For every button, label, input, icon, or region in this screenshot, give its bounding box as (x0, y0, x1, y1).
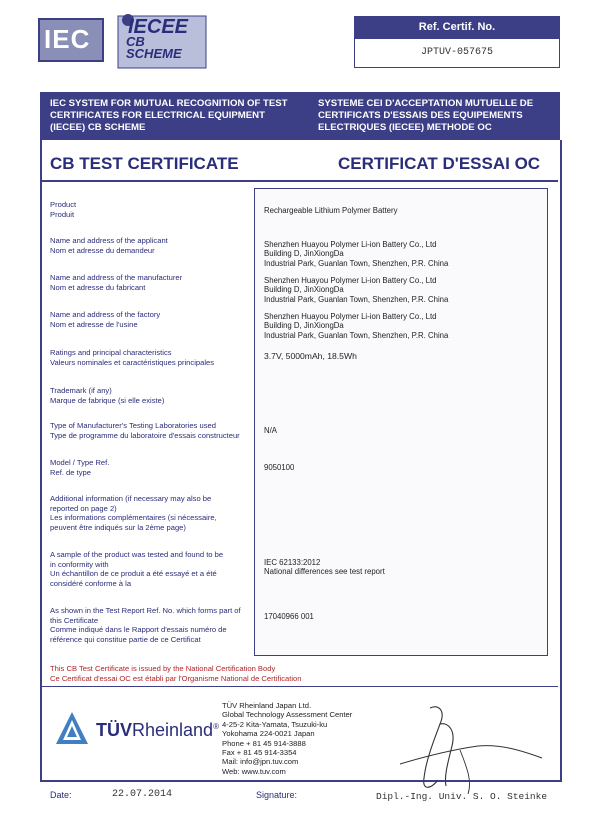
date-value: 22.07.2014 (112, 789, 173, 800)
product-label: Product Produit (50, 200, 77, 219)
iecee-cb-scheme-logo (114, 14, 210, 70)
banner-text-fr: SYSTEME CEI D'ACCEPTATION MUTUELLE DE CERTIFICATS D'ESSAIS DES EQUIPEMENTS ELECTRIQUES (IECEE) METHODE OC (318, 98, 534, 133)
system-banner (40, 92, 560, 140)
applicant-value: Shenzhen Huayou Polymer Li-ion Battery Co., Ltd Building D, JinXiongDa Industrial Park, Guanlan Town, Shenzhen, P.R. China (264, 240, 449, 268)
manufacturer-value: Shenzhen Huayou Polymer Li-ion Battery Co., Ltd Building D, JinXiongDa Industrial Park, Guanlan Town, Shenzhen, P.R. China (264, 276, 449, 304)
ratings-label: Ratings and principal characteristics Valeurs nominales et caractéristiques principales (50, 348, 215, 367)
factory-label: Name and address of the factory Nom et adresse de l'usine (50, 310, 161, 329)
conformity-value: IEC 62133:2012 National differences see test report (264, 558, 385, 577)
ratings-value: 3.7V, 5000mAh, 18.5Wh (264, 351, 357, 361)
cb-scheme-logo-text: CB SCHEME (126, 34, 182, 61)
model-value: 9050100 (264, 463, 295, 472)
signatory-name: Dipl.-Ing. Univ. S. O. Steinke (376, 791, 548, 802)
issuer-address: TÜV Rheinland Japan Ltd. Global Technology Assessment Center 4-25-2 Kita-Yamata, Tsuzuki-ku Yokohama 224-0021 Japan Phone + 81 45 914-3888 Fax + 81 45 914-3354 Mail: info@jpn.tuv.com Web: www.tuv.com (222, 701, 353, 776)
test-report-label: As shown in the Test Report Ref. No. which forms part of this Certificate Comme indiqué dans le Rapport d'essais numéro de référence qui constitue partie de ce Certificat (50, 606, 241, 644)
tuv-triangle-icon (54, 710, 90, 748)
title-divider (42, 180, 558, 182)
certificate-title-en: CB TEST CERTIFICATE (50, 154, 239, 173)
product-value: Rechargeable Lithium Polymer Battery (264, 206, 398, 215)
banner-text-en: IEC SYSTEM FOR MUTUAL RECOGNITION OF TEST CERTIFICATES FOR ELECTRICAL EQUIPMENT (IECEE) CB SCHEME (50, 98, 288, 133)
testing-labs-label: Type of Manufacturer's Testing Laboratories used Type de programme du laboratoire d'essais constructeur (50, 421, 240, 440)
ref-certif-value: JPTUV-057675 (354, 38, 560, 68)
issuer-divider (42, 686, 558, 687)
footer-divider (42, 780, 558, 781)
handwritten-signature (360, 700, 560, 800)
issued-by-statement: This CB Test Certificate is issued by the National Certification Body Ce Certificat d'essai OC est établi par l'Organisme National de Certification (50, 664, 302, 683)
testing-labs-value: N/A (264, 426, 277, 435)
signature-label: Signature: (256, 790, 298, 800)
conformity-label: A sample of the product was tested and found to be in conformity with Un échantillon de ce produit a été essayé et a été considéré conforme à la (50, 550, 224, 588)
iecee-logo-text: IECEE (128, 16, 189, 38)
ref-certif-label: Ref. Certif. No. (354, 16, 560, 38)
iec-logo-text: IEC (44, 24, 91, 54)
model-label: Model / Type Ref. Ref. de type (50, 458, 110, 477)
applicant-label: Name and address of the applicant Nom et adresse du demandeur (50, 236, 168, 255)
iec-logo (38, 18, 104, 62)
test-report-value: 17040966 001 (264, 612, 314, 621)
tuv-rheinland-logo: TÜVRheinland® (96, 720, 219, 740)
factory-value: Shenzhen Huayou Polymer Li-ion Battery Co., Ltd Building D, JinXiongDa Industrial Park, Guanlan Town, Shenzhen, P.R. China (264, 312, 449, 340)
additional-info-label: Additional information (if necessary may also be reported on page 2) Les informations complémentaires (si nécessaire, peuvent être indiqués sur la 2ème page) (50, 494, 217, 532)
certificate-title-fr: CERTIFICAT D'ESSAI OC (338, 154, 541, 173)
manufacturer-label: Name and address of the manufacturer Nom et adresse du fabricant (50, 273, 183, 292)
trademark-label: Trademark (if any) Marque de fabrique (si elle existe) (50, 386, 165, 405)
date-label: Date: (50, 790, 72, 800)
